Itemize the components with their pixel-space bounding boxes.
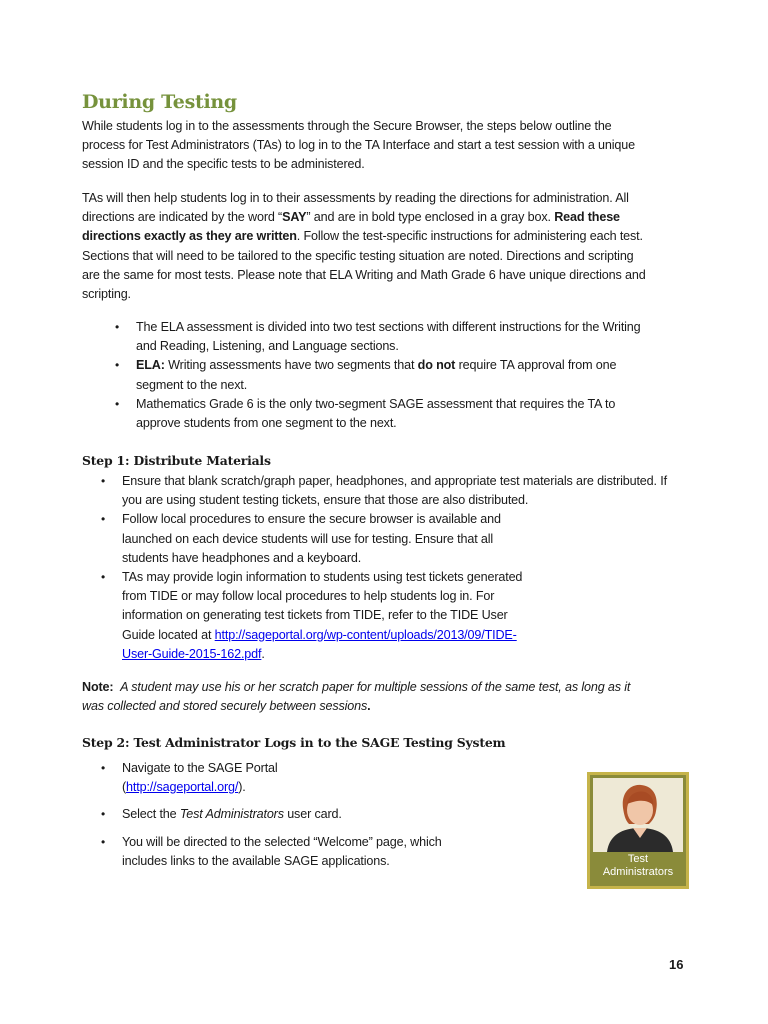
list-item-label: ELA: xyxy=(136,358,165,373)
card-label xyxy=(593,853,683,879)
note-paragraph xyxy=(82,678,642,716)
page-title: During Testing xyxy=(82,91,237,113)
list-item xyxy=(136,318,656,356)
person-photo-icon xyxy=(593,778,683,852)
text-segment: ( xyxy=(122,780,127,795)
note-label: Note: xyxy=(82,680,114,694)
step-1-heading: Step 1: Distribute Materials xyxy=(82,453,271,468)
text-segment: user card. xyxy=(283,807,342,822)
list-item xyxy=(122,833,482,871)
list-item xyxy=(122,472,667,510)
list-item-text: Writing assessments have two segments that xyxy=(164,358,418,373)
bold-instruction: Read these directions exactly as they are written xyxy=(82,210,620,244)
list-item-emphasis: do not xyxy=(417,358,456,373)
list-item xyxy=(136,356,656,394)
list-item-text: require TA approval from one segment to the next. xyxy=(136,358,617,392)
text-segment: . xyxy=(261,646,265,661)
tide-user-guide-link[interactable]: http://sageportal.org/wp-content/uploads/2013/09/TIDE-User-Guide-2015-162.pdf xyxy=(122,627,517,661)
step-1-list xyxy=(122,472,667,664)
text-segment: . Follow the test-specific instructions for administering each test. Sections that will need to be tailored to the specific testing situation are noted. Directions and scripting are the same for most tests. Please note that ELA Writing and Math Grade 6 have unique directions and scripting. xyxy=(82,229,646,302)
text-segment: ). xyxy=(238,780,246,795)
text-segment: TAs may provide login information to students using test tickets generated from TIDE or may follow local procedures to help students log in. For information on generating test tickets from TIDE, refer to the TIDE User Guide located at xyxy=(122,570,523,642)
list-item xyxy=(122,805,482,824)
intro-paragraph-1: While students log in to the assessments through the Secure Browser, the steps below outline the process for Test Administrators (TAs) to log in to the TA Interface and start a test session with a unique session ID and the specific tests to be administered. xyxy=(82,119,635,172)
list-item-text: Navigate to the SAGE Portal xyxy=(122,761,278,775)
list-item xyxy=(122,759,482,797)
list-item-text: Ensure that blank scratch/graph paper, headphones, and appropriate test materials are distributed. If you are using student testing tickets, ensure that those are also distributed. xyxy=(122,474,667,508)
note-text: A student may use his or her scratch paper for multiple sessions of the same test, as long as it was collected and stored securely between sessions xyxy=(82,680,631,714)
intro-paragraph-2 xyxy=(82,189,652,304)
step-2-heading: Step 2: Test Administrator Logs in to the SAGE Testing System xyxy=(82,735,506,750)
text-segment: ” and are in bold type enclosed in a gray box. xyxy=(306,210,555,225)
assessment-notes-list xyxy=(136,318,656,433)
sage-portal-link[interactable]: http://sageportal.org/ xyxy=(126,780,239,795)
text-segment: TAs will then help students log in to their assessments by reading the directions for administration. All directions are indicated by the word “ xyxy=(82,191,629,225)
list-item xyxy=(122,568,667,664)
card-label-line-1: Test xyxy=(627,853,649,865)
list-item xyxy=(122,510,667,568)
list-item-text: You will be directed to the selected “Welcome” page, which includes links to the available SAGE applications. xyxy=(122,834,442,868)
page-number: 16 xyxy=(669,957,684,972)
test-administrators-card xyxy=(587,772,689,889)
list-item-text: The ELA assessment is divided into two test sections with different instructions for the Writing and Reading, Listening, and Language sections. xyxy=(136,320,641,354)
say-keyword: SAY xyxy=(282,210,307,225)
list-item-text: Follow local procedures to ensure the secure browser is available and launched on each device students will use for testing. Ensure that all students have headphones and a keyboard. xyxy=(122,512,501,565)
list-item-text xyxy=(122,568,542,664)
list-item-text: Mathematics Grade 6 is the only two-segment SAGE assessment that requires the TA to approve students from one segment to the next. xyxy=(136,396,616,431)
step-2-list xyxy=(122,759,482,871)
card-label-line-2: Administrators xyxy=(602,866,674,878)
list-item-emphasis: Test Administrators xyxy=(179,807,284,822)
person-photo-graphic xyxy=(593,778,683,852)
text-segment: Select the xyxy=(122,807,180,822)
text-segment: . xyxy=(367,699,371,714)
list-item xyxy=(136,395,656,433)
